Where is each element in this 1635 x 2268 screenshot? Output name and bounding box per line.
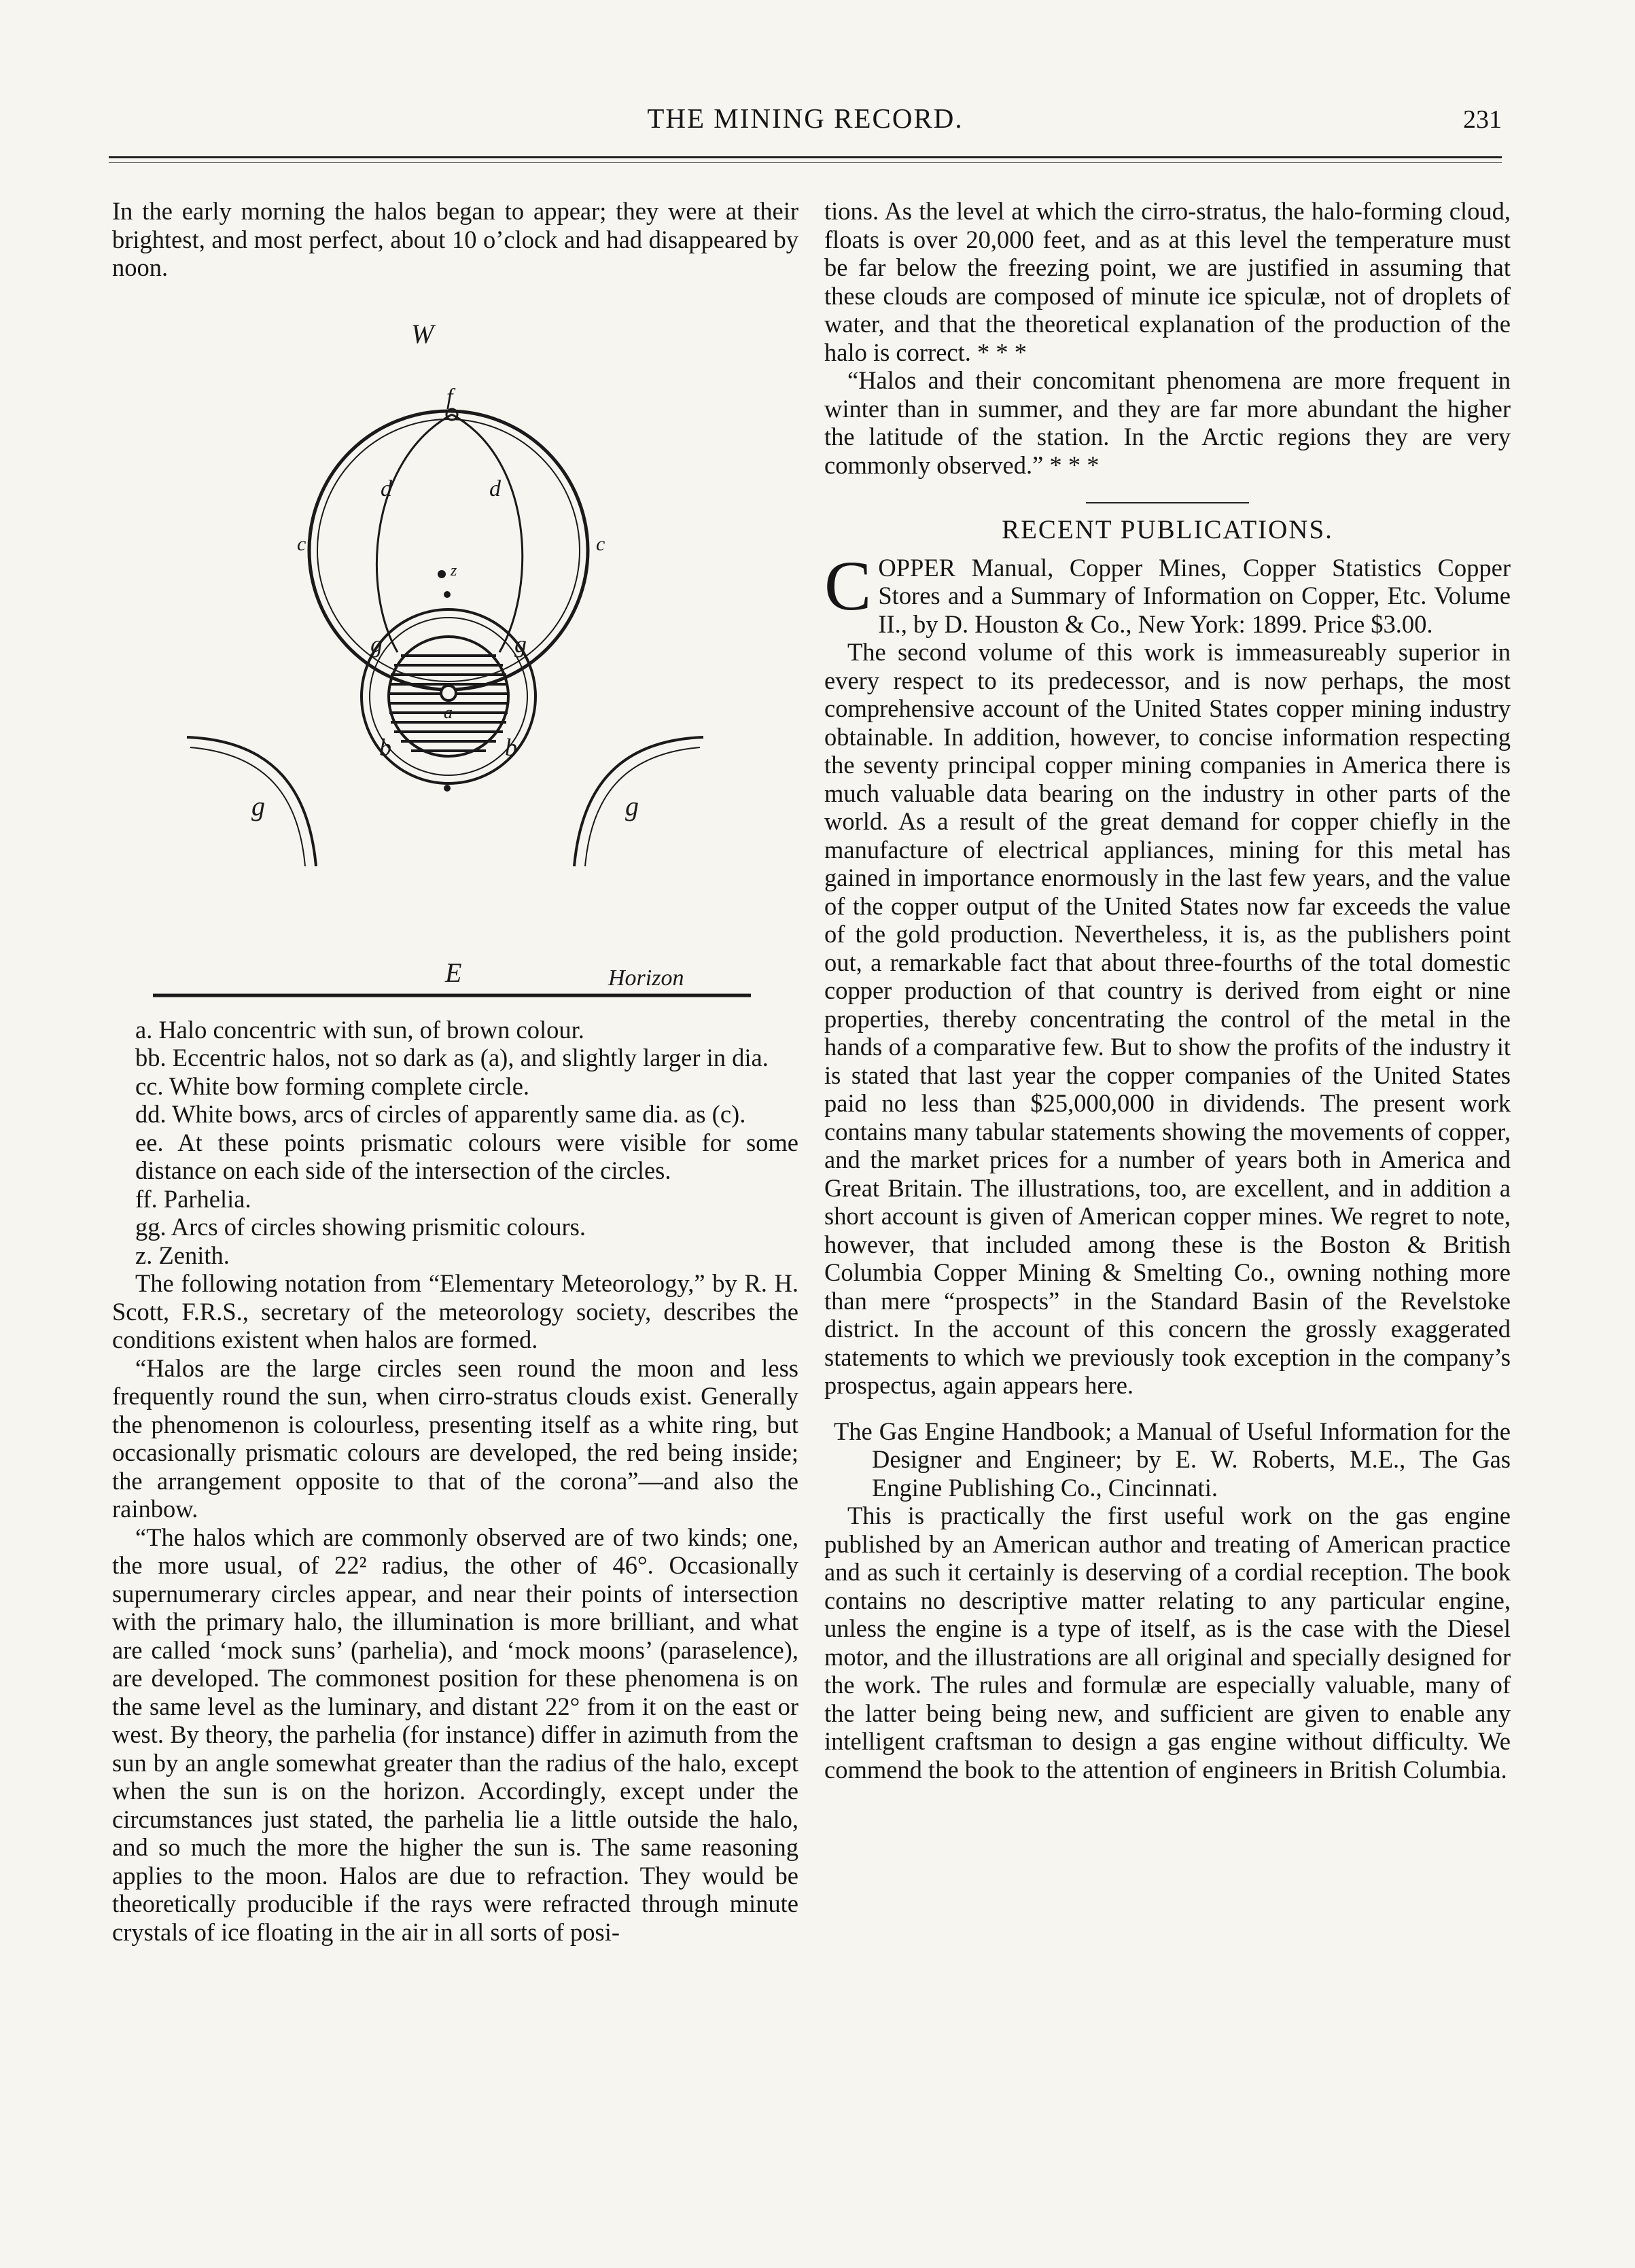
publication-citation [824,546,1511,639]
label-d-right: d [489,476,501,501]
right-column [824,197,1511,1784]
label-g-left: g [370,630,383,658]
arc-g-left-inner [190,747,305,866]
halo-c-outer [309,411,588,690]
label-b-left: b [379,733,391,761]
citation-text: OPPER Manual, Copper Mines, Copper Statistics Copper Stores and a Summary of Information on Copper, Etc. Volume II., by D. Houston & Co., New York: 1899. Price $3.00. [878,553,1511,638]
body-paragraph: The following notation from “Elementary Meteorology,” by R. H. Scott, F.R.S., secretary of the meteorology society, describes the conditions existent when halos are formed. [112,1269,798,1353]
label-g-lower-right: g [625,790,639,821]
legend-item: cc. White bow forming complete circle. [135,1071,530,1100]
legend-item: bb. Eccentric halos, not so dark as (a), and slightly larger in dia. [135,1044,769,1071]
legend-item: z. Zenith. [135,1241,230,1269]
legend-item: ff. Parhelia. [135,1184,251,1213]
halo-diagram-svg [112,302,798,1002]
legend-item: ee. At these points prismatic colours were visible for some distance on each side of the intersection of the circles. [135,1128,798,1184]
continued-paragraph: “Halos and their concomitant phenomena are more frequent in winter than in summer, and they are far more abundant the higher the latitude of the station. In the Arctic regions they are very commonly observed.” * * * [824,366,1511,479]
label-horizon: Horizon [608,965,684,991]
halo-d-right [452,414,523,652]
page-number: 231 [1463,105,1502,134]
halo-diagram [112,302,798,1002]
point-e-top [444,591,451,598]
label-z: z [451,561,457,580]
legend-item: dd. White bows, arcs of circles of apparently same dia. as (c). [135,1100,746,1128]
header-rule [109,156,1502,163]
drop-cap: C [824,546,872,625]
arc-g-right-inner [585,747,700,866]
page-header [109,102,1502,143]
spacer [824,1400,1511,1417]
body-paragraph: “Halos are the large circles seen round the moon and less frequently round the sun, when cirro-stratus clouds exist. Generally the phenomenon is colourless, presenting itself as a white ring, but occasionally prismatic colours are developed, the red being inside; the arrangement opposite to that of the corona”—and also the rainbow. [112,1353,798,1523]
label-east: E [445,957,462,988]
label-d-left: d [381,476,392,501]
section-title: RECENT PUBLICATIONS. [1002,515,1333,544]
figure-legend [112,1016,798,1270]
point-zenith [438,570,446,578]
intro-paragraph: In the early morning the halos began to appear; they were at their brightest, and most perfect, about 10 o’clock and had disappeared by noon. [112,197,798,281]
publication-review: This is practically the first useful work on the gas engine published by an American author and treating of American practice and as such it certainly is deserving of a cordial reception. The book contains no descriptive matter relating to any particular engine, unless the engine is a type of itself, as is the case with the Diesel motor, and the illustrations are all original and specially designed for the work. The rules and formulæ are especially valuable, many of the latter being being new, and sufficient are given to enable any intelligent craftsman to design a gas engine without difficulty. We commend the book to the attention of engineers in British Columbia. [824,1502,1511,1784]
point-e-bottom [444,785,451,792]
label-g-lower-left: g [251,790,265,821]
section-rule [1086,502,1249,503]
label-f: f [446,384,453,410]
publication-citation: The Gas Engine Handbook; a Manual of Useful Information for the Designer and Engineer; by E. W. Roberts, M.E., The Gas Engine Publishing Co., Cincinnati. [834,1417,1511,1502]
label-b-right: b [505,733,517,761]
left-column [112,197,798,1946]
legend-item: gg. Arcs of circles showing prismitic colours. [135,1213,586,1241]
body-paragraph: “The halos which are commonly observed are of two kinds; one, the more usual, of 22² radius, the other of 46°. Occasionally supernumerary circles appear, and near their points of intersection with the primary halo, the illumination is more brilliant, and what are called ‘mock suns’ (parhelia), and ‘mock moons’ (paraselence), are developed. The commonest position for these phenomena is on the same level as the luminary, and distant 22° from it on the east or west. By theory, the parhelia (for instance) differ in azimuth from the sun by an angle somewhat greater than the radius of the halo, except when the sun is on the horizon. Accordingly, except under the circumstances just stated, the parhelia lie a little outside the halo, and so much the more the higher the sun is. The same reasoning applies to the moon. Halos are due to refraction. They would be theoretically producible if the rays were refracted through minute crystals of ice floating in the air in all sorts of posi- [112,1523,798,1946]
arc-g-right-outer [574,737,703,866]
continued-paragraph: tions. As the level at which the cirro-stratus, the halo-forming cloud, floats is over 20,000 feet, and as at this level the temperature must be far below the freezing point, we are justified in assuming that these clouds are composed of minute ice spiculæ, not of droplets of water, and that the theoretical explanation of the production of the halo is correct. * * * [824,197,1511,366]
halo-c-inner [317,419,580,681]
label-c-left: c [297,532,306,555]
label-w: W [411,318,434,349]
sun-center [441,686,456,701]
label-c-right: c [596,532,605,555]
label-a: a [444,702,453,722]
publication-review: The second volume of this work is immeasureably superior in every respect to its predecessor, and is now perhaps, the most comprehensive account of the United States copper mining industry obtainable. In addition, however, to concise information respecting the seventy principal copper mining companies in America there is much valuable data bearing on the industry in other parts of the world. As a result of the great demand for copper chiefly in the manufacture of electrical appliances, mining for this metal has gained in importance enormously in the last few years, and the value of the copper output of the United States now far exceeds the value of the gold production. Nevertheless, it is, as the publishers point out, a remarkable fact that about three-fourths of the total domestic copper production of that country is derived from eight or nine properties, thereby concentrating the control of the metal in the hands of a comparative few. But to show the profits of the industry it is stated that last year the copper companies of the United States paid no less than $25,000,000 in dividends. The present work contains many tabular statements showing the movements of copper, and the market prices for a number of years both in America and Great Britain. The illustrations, too, are excellent, and in addition a short account is given of American copper mines. We regret to note, however, that included among these is the Boston & British Columbia Copper Mining & Smelting Co., owning nothing more than mere “prospects” in the Standard Basin of the Revelstoke district. In the account of this concern the grossly exaggerated statements to which we previously took exception in the company’s prospectus, again appears here. [824,638,1511,1399]
label-g-right: g [514,630,527,658]
legend-item: a. Halo concentric with sun, of brown colour. [135,1015,584,1044]
running-title: THE MINING RECORD. [647,103,964,134]
